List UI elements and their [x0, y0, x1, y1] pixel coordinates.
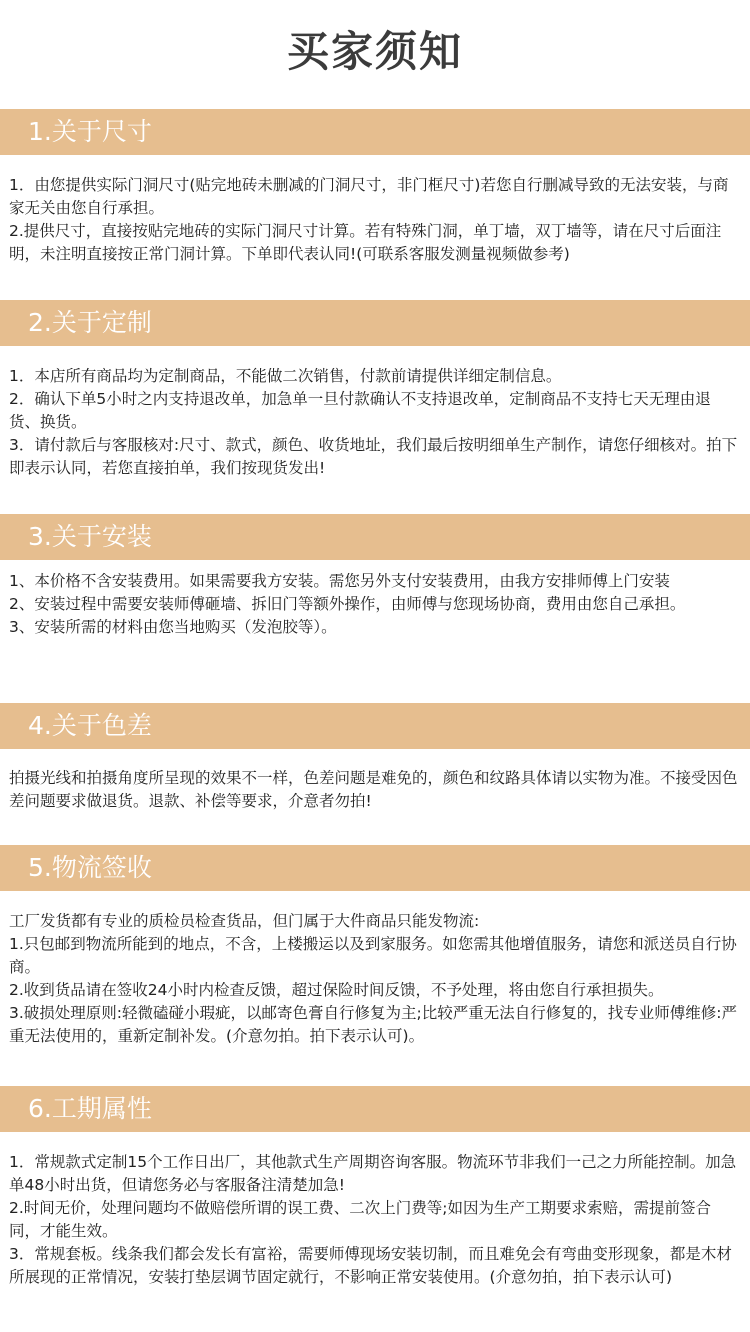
section-heading-custom: 2.关于定制	[0, 300, 750, 346]
section-heading-schedule: 6.工期属性	[0, 1086, 750, 1132]
paragraph: 2．确认下单5小时之内支持退改单，加急单一旦付款确认不支持退改单，定制商品不支持七天无理由退货、换货。	[9, 390, 711, 431]
section-body-custom	[9, 365, 741, 480]
paragraph: 1．常规款式定制15个工作日出厂，其他款式生产周期咨询客服。物流环节非我们一己之力所能控制。加急单48小时出货，但请您务必与客服备注清楚加急!	[9, 1153, 737, 1194]
section-body-schedule	[9, 1151, 741, 1289]
section-body-logistics	[9, 910, 741, 1048]
paragraph: 拍摄光线和拍摄角度所呈现的效果不一样，色差问题是难免的，颜色和纹路具体请以实物为准。不接受因色差问题要求做退货。退款、补偿等要求，介意者勿拍!	[9, 769, 738, 810]
paragraph: 2.收到货品请在签收24小时内检查反馈，超过保险时间反馈，不予处理，将由您自行承担损失。	[9, 981, 664, 999]
paragraph: 1．由您提供实际门洞尺寸(贴完地砖未删减的门洞尺寸，非门框尺寸)若您自行删减导致的无法安装，与商家无关由您自行承担。	[9, 176, 729, 217]
section-heading-install: 3.关于安装	[0, 514, 750, 560]
paragraph: 1.只包邮到物流所能到的地点，不含，上楼搬运以及到家服务。如您需其他增值服务，请您和派送员自行协商。	[9, 935, 737, 976]
paragraph: 工厂发货都有专业的质检员检查货品，但门属于大件商品只能发物流:	[9, 912, 480, 930]
paragraph: 2.时间无价，处理问题均不做赔偿所谓的误工费、二次上门费等;如因为生产工期要求索赔，需提前签合同，才能生效。	[9, 1199, 712, 1240]
section-heading-logistics: 5.物流签收	[0, 845, 750, 891]
paragraph: 2、安装过程中需要安装师傅砸墙、拆旧门等额外操作，由师傅与您现场协商，费用由您自己承担。	[9, 595, 686, 613]
paragraph: 3．请付款后与客服核对:尺寸、款式，颜色、收货地址，我们最后按明细单生产制作，请您仔细核对。拍下即表示认同，若您直接拍单，我们按现货发出!	[9, 436, 738, 477]
section-body-install	[9, 570, 741, 639]
paragraph: 3、安装所需的材料由您当地购买（发泡胶等）。	[9, 618, 337, 636]
paragraph: 1．本店所有商品均为定制商品，不能做二次销售，付款前请提供详细定制信息。	[9, 367, 562, 385]
section-heading-size: 1.关于尺寸	[0, 109, 750, 155]
paragraph: 3．常规套板。线条我们都会发长有富裕，需要师傅现场安装切制，而且难免会有弯曲变形现象，都是木材所展现的正常情况，安装打垫层调节固定就行，不影响正常安装使用。(介意勿拍，拍下表示认可)	[9, 1245, 732, 1286]
page-title: 买家须知	[286, 27, 463, 76]
section-body-color	[9, 767, 741, 813]
section-heading-color: 4.关于色差	[0, 703, 750, 749]
paragraph: 2.提供尺寸，直接按贴完地砖的实际门洞尺寸计算。若有特殊门洞，单丁墙，双丁墙等，请在尺寸后面注明，未注明直接按正常门洞计算。下单即代表认同!(可联系客服发测量视频做参考)	[9, 222, 722, 263]
paragraph: 1、本价格不含安装费用。如果需要我方安装。需您另外支付安装费用，由我方安排师傅上门安装	[9, 572, 670, 590]
paragraph: 3.破损处理原则:轻微磕碰小瑕疵，以邮寄色膏自行修复为主;比较严重无法自行修复的，找专业师傅维修:严重无法使用的，重新定制补发。(介意勿拍。拍下表示认可)。	[9, 1004, 737, 1045]
section-body-size	[9, 174, 741, 266]
